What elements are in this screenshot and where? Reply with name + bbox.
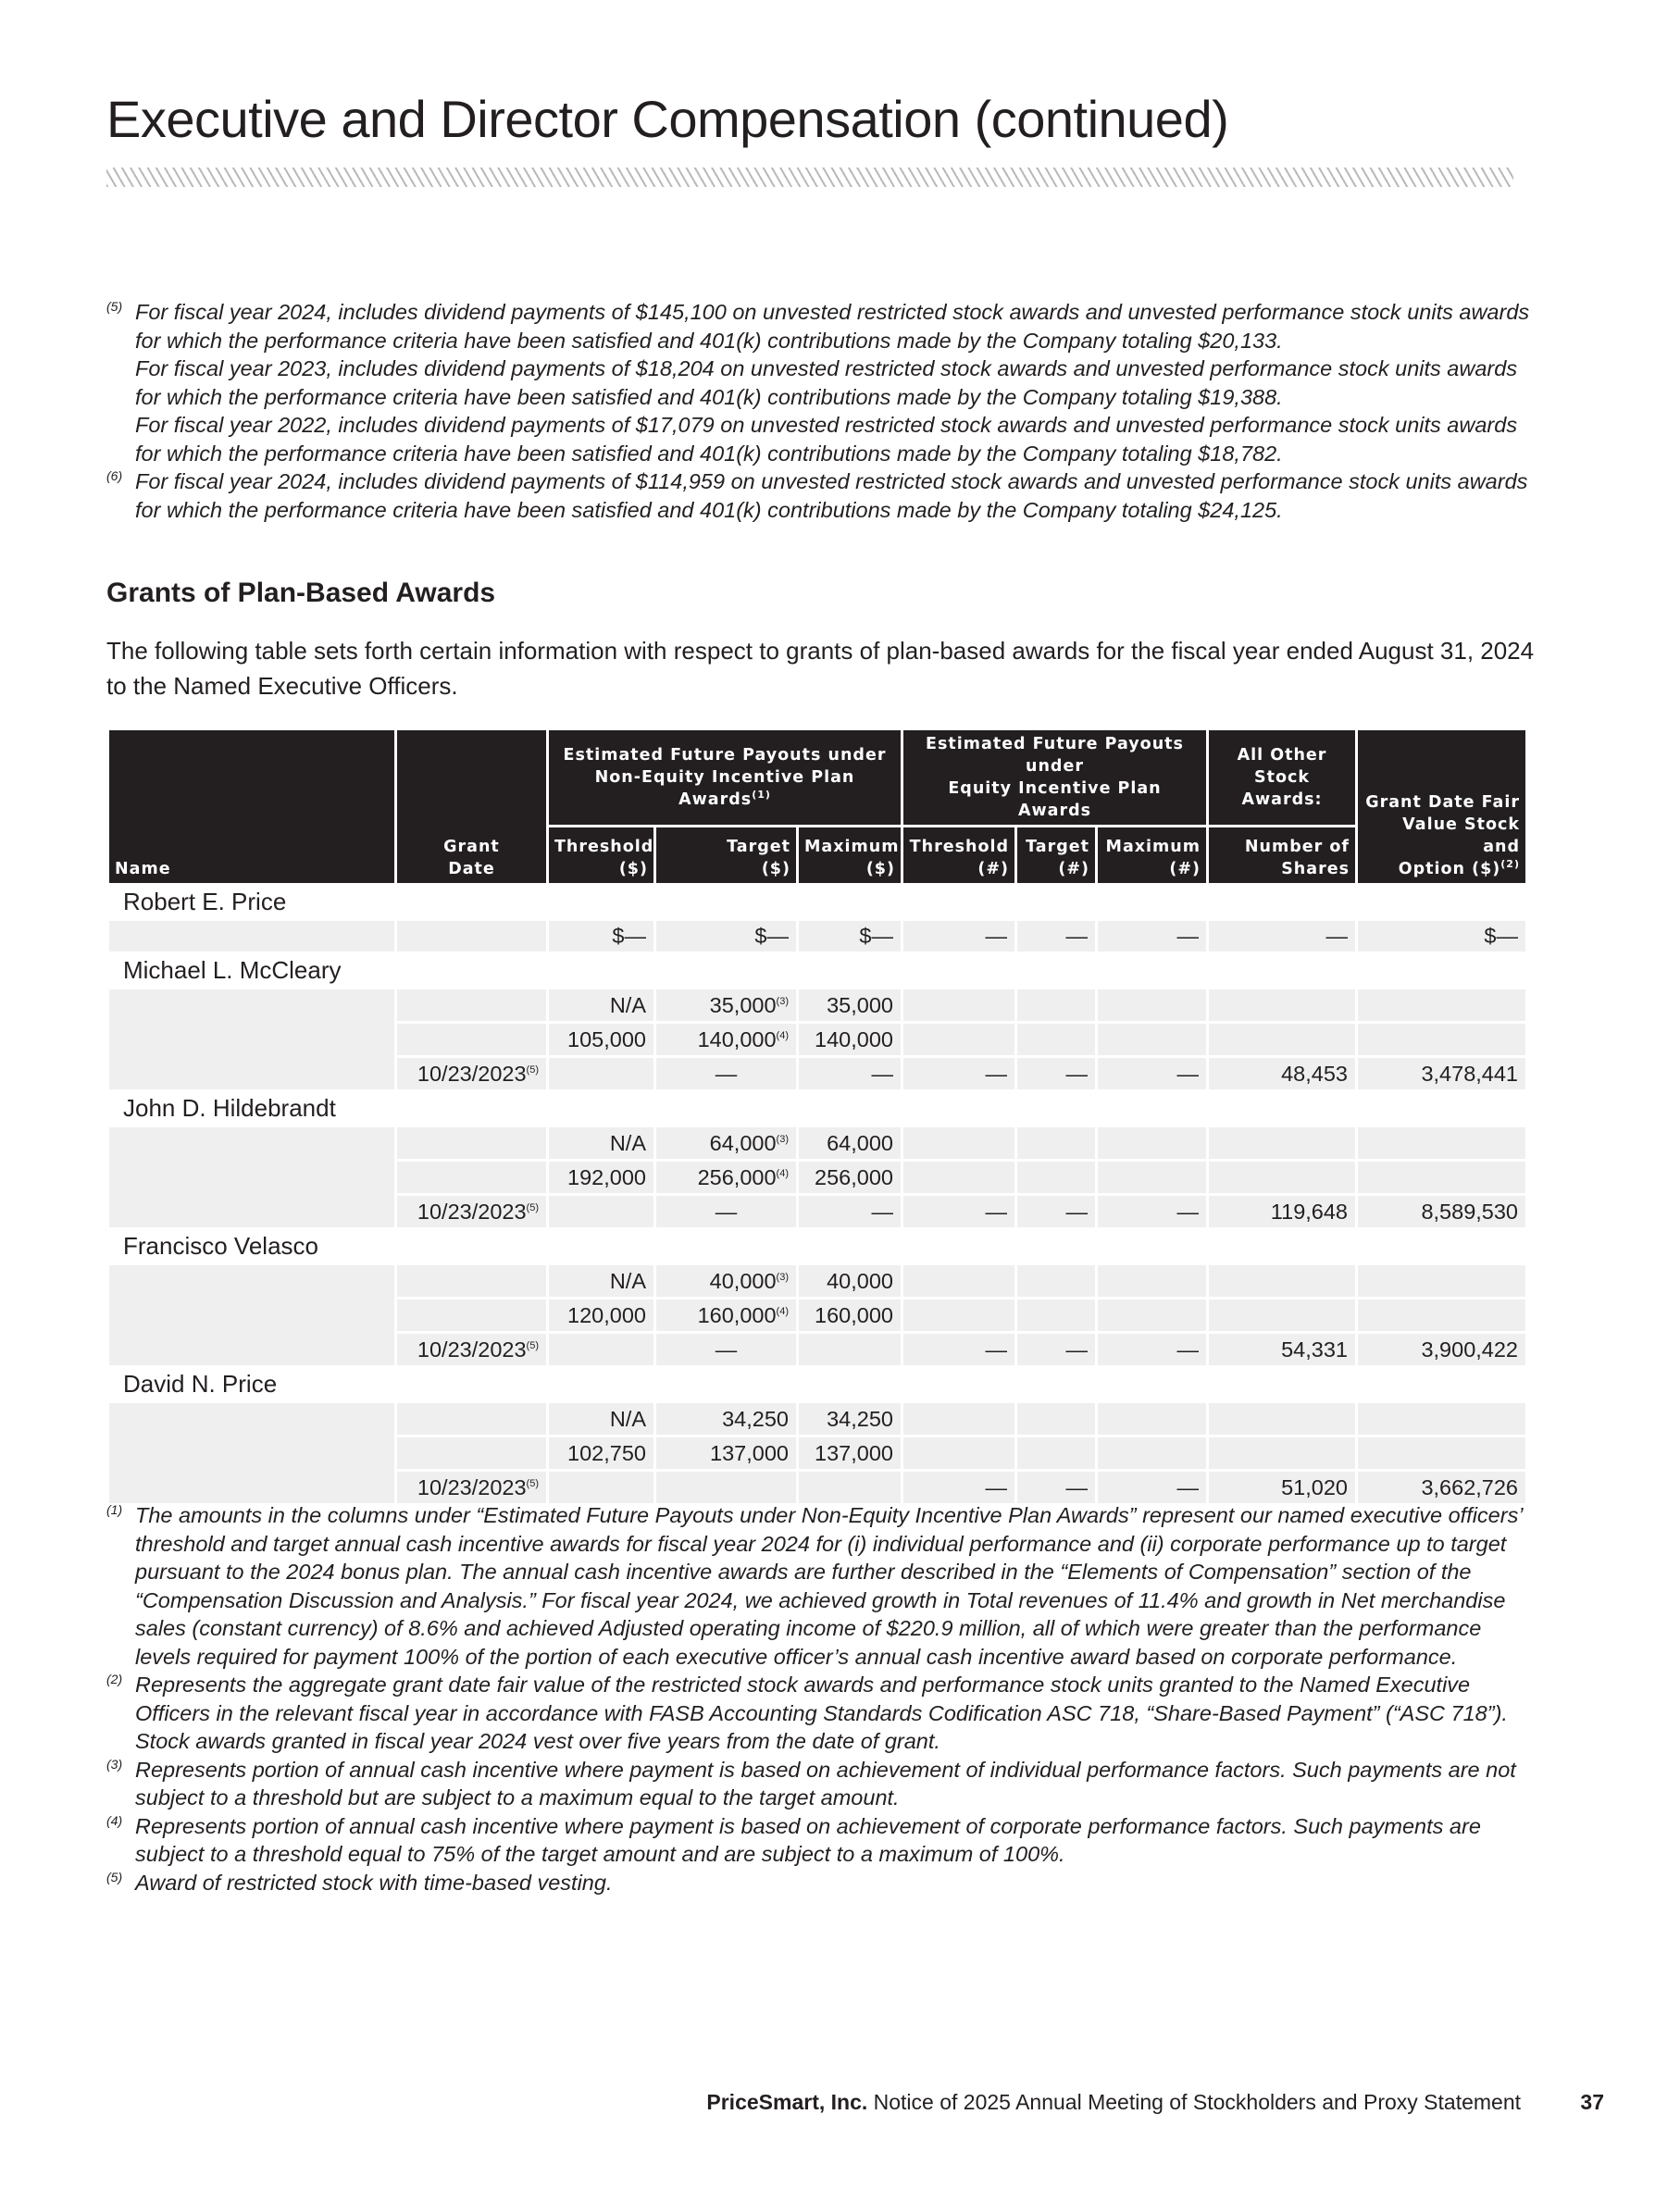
footnote-text: Represents portion of annual cash incentive where payment is based on achievement of corporate performance factors. Such payments are subject to a threshold equal to 75% of the target amount and are subject to a maximum of 100%. [135, 1813, 1481, 1866]
maximum-num-cell: — [1098, 1058, 1206, 1089]
threshold-usd-cell [549, 1058, 653, 1089]
target-usd-cell: 35,000$^{(3)}$ [656, 989, 796, 1021]
fair-value-cell [1358, 1127, 1525, 1159]
grant-date-cell: 10/23/2023$^{(5)}$ [397, 1472, 546, 1503]
grant-date-cell [397, 1300, 546, 1331]
fair-value-cell [1358, 1403, 1525, 1435]
footnote-text: Award of restricted stock with time-based vesting. [135, 1870, 613, 1895]
section-heading: Grants of Plan-Based Awards [106, 578, 496, 608]
maximum-num-cell [1098, 1127, 1206, 1159]
fair-value-cell [1358, 1300, 1525, 1331]
table-row [109, 1403, 1525, 1435]
grant-date-cell [397, 1024, 546, 1055]
target-usd-cell: $— [656, 921, 796, 951]
shares-cell [1209, 1437, 1355, 1469]
name-cell [109, 1265, 394, 1365]
maximum-usd-cell: 256,000 [799, 1162, 901, 1193]
grant-date-cell [397, 921, 546, 951]
footnote-1 [106, 1501, 1537, 1671]
target-num-cell [1017, 1437, 1095, 1469]
col-header-grant-fair-value: Grant Date Fair Value Stock and Option ($)$^{(2)}$ [1358, 730, 1525, 883]
footnote-marker: (1) [106, 1502, 123, 1517]
target-num-cell [1017, 1403, 1095, 1435]
threshold-num-cell: — [903, 1196, 1014, 1227]
hatched-divider [106, 168, 1513, 187]
threshold-num-cell: — [903, 1058, 1014, 1089]
target-usd-cell: — [656, 1058, 796, 1089]
maximum-usd-cell: 34,250 [799, 1403, 901, 1435]
footnote-text: For fiscal year 2024, includes dividend payments of $145,100 on unvested restricted stock awards and unvested performance stock units awards for which the performance criteria have been satisfied and 401(k) contributions made by the Company totaling $20,133. [135, 300, 1530, 353]
threshold-usd-cell: 102,750 [549, 1437, 653, 1469]
maximum-num-cell: — [1098, 1196, 1206, 1227]
shares-cell [1209, 1403, 1355, 1435]
maximum-num-cell: — [1098, 1334, 1206, 1365]
target-usd-cell: 40,000$^{(3)}$ [656, 1265, 796, 1297]
executive-name: Francisco Velasco [123, 1232, 318, 1260]
target-num-cell [1017, 1162, 1095, 1193]
target-usd-cell: 140,000$^{(4)}$ [656, 1024, 796, 1055]
grant-date-cell [397, 1437, 546, 1469]
target-num-cell [1017, 1127, 1095, 1159]
grant-date-cell [397, 1127, 546, 1159]
executive-name: David N. Price [123, 1370, 278, 1398]
table-row [109, 921, 1525, 951]
name-cell [109, 921, 394, 951]
fair-value-cell [1358, 1024, 1525, 1055]
target-usd-cell [656, 1472, 796, 1503]
target-usd-cell: 137,000 [656, 1437, 796, 1469]
target-usd-cell: 256,000$^{(4)}$ [656, 1162, 796, 1193]
threshold-num-cell [903, 1437, 1014, 1469]
page-title: Executive and Director Compensation (continued) [106, 90, 1229, 148]
page-footer [706, 2090, 1604, 2115]
threshold-num-cell [903, 1127, 1014, 1159]
shares-cell: 119,648 [1209, 1196, 1355, 1227]
target-usd-cell: 160,000$^{(4)}$ [656, 1300, 796, 1331]
threshold-usd-cell: 192,000 [549, 1162, 653, 1193]
maximum-num-cell [1098, 1403, 1206, 1435]
footnote-marker: (5) [106, 299, 123, 314]
grant-date-cell: 10/23/2023$^{(5)}$ [397, 1334, 546, 1365]
shares-cell: 48,453 [1209, 1058, 1355, 1089]
shares-cell: 54,331 [1209, 1334, 1355, 1365]
footnote-marker: (3) [106, 1756, 123, 1772]
footnote-text: For fiscal year 2023, includes dividend payments of $18,204 on unvested restricted stock awards and unvested performance stock units awards for which the performance criteria have been satisfied and 401(k) contributions made by the Company totaling $19,388. [135, 356, 1518, 409]
target-num-cell [1017, 1300, 1095, 1331]
table-row [109, 1265, 1525, 1297]
target-num-cell [1017, 989, 1095, 1021]
threshold-usd-cell: $— [549, 921, 653, 951]
shares-cell [1209, 1265, 1355, 1297]
maximum-usd-cell [799, 1334, 901, 1365]
col-header-threshold-num: Threshold (#) [903, 827, 1014, 883]
target-num-cell: — [1017, 921, 1095, 951]
maximum-usd-cell: 160,000 [799, 1300, 901, 1331]
footnote-marker: (2) [106, 1672, 123, 1686]
fair-value-cell: $— [1358, 921, 1525, 951]
footnote-text: For fiscal year 2022, includes dividend payments of $17,079 on unvested restricted stock awards and unvested performance stock units awards for which the performance criteria have been satisfied and 401(k) contributions made by the Company totaling $18,782. [135, 413, 1518, 466]
footnote-marker: (4) [106, 1812, 123, 1828]
threshold-num-cell [903, 1300, 1014, 1331]
footnote-text: Represents the aggregate grant date fair value of the restricted stock awards and performance stock units granted to the Named Executive Officers in the relevant fiscal year in accordance with FASB Accounting Standards Codification ASC 718, “Share-Based Payment” (“ASC 718”). Stock awards granted in fiscal year 2024 vest over five years from the date of grant. [135, 1673, 1508, 1753]
target-usd-cell: — [656, 1334, 796, 1365]
maximum-num-cell [1098, 1300, 1206, 1331]
maximum-usd-cell: — [799, 1196, 901, 1227]
threshold-num-cell [903, 1024, 1014, 1055]
grant-date-cell [397, 1265, 546, 1297]
executive-name: Robert E. Price [123, 888, 287, 915]
maximum-num-cell [1098, 1162, 1206, 1193]
footnote-text: For fiscal year 2024, includes dividend payments of $114,959 on unvested restricted stock awards and unvested performance stock units awards for which the performance criteria have been satisfied and 401(k) contributions made by the Company totaling $24,125. [135, 469, 1528, 522]
shares-cell [1209, 1162, 1355, 1193]
footnote-marker: (6) [106, 468, 123, 483]
footnote-text: Represents portion of annual cash incentive where payment is based on achievement of individual performance factors. Such payments are not subject to a threshold but are subject to a maximum equal to the target amount. [135, 1757, 1516, 1810]
table-row [109, 989, 1525, 1021]
target-num-cell: — [1017, 1334, 1095, 1365]
footnote-5 [106, 298, 1537, 467]
shares-cell [1209, 1024, 1355, 1055]
threshold-num-cell [903, 1265, 1014, 1297]
threshold-num-cell: — [903, 1472, 1014, 1503]
col-header-maximum-num: Maximum (#) [1098, 827, 1206, 883]
maximum-usd-cell [799, 1472, 901, 1503]
target-usd-cell: — [656, 1196, 796, 1227]
fair-value-cell: 3,662,726 [1358, 1472, 1525, 1503]
page-number: 37 [1580, 2090, 1604, 2114]
grant-date-cell [397, 1403, 546, 1435]
fair-value-cell: 3,900,422 [1358, 1334, 1525, 1365]
maximum-usd-cell: 140,000 [799, 1024, 901, 1055]
threshold-usd-cell [549, 1334, 653, 1365]
grant-date-cell: 10/23/2023$^{(5)}$ [397, 1196, 546, 1227]
maximum-num-cell: — [1098, 921, 1206, 951]
name-cell [109, 989, 394, 1089]
maximum-usd-cell: $— [799, 921, 901, 951]
col-header-number-of-shares: Number of Shares [1209, 827, 1355, 883]
maximum-num-cell [1098, 1265, 1206, 1297]
fair-value-cell [1358, 989, 1525, 1021]
shares-cell: 51,020 [1209, 1472, 1355, 1503]
executive-name: John D. Hildebrandt [123, 1094, 336, 1122]
target-num-cell: — [1017, 1472, 1095, 1503]
group-header-non-equity: Estimated Future Payouts under Non-Equity Incentive Plan Awards$^{(1)}$ [549, 730, 901, 825]
shares-cell [1209, 989, 1355, 1021]
maximum-num-cell: — [1098, 1472, 1206, 1503]
target-num-cell: — [1017, 1058, 1095, 1089]
threshold-usd-cell [549, 1472, 653, 1503]
fair-value-cell [1358, 1437, 1525, 1469]
maximum-num-cell [1098, 989, 1206, 1021]
threshold-num-cell: — [903, 1334, 1014, 1365]
maximum-num-cell [1098, 1437, 1206, 1469]
threshold-usd-cell: N/A [549, 1127, 653, 1159]
name-cell [109, 1403, 394, 1503]
threshold-usd-cell: N/A [549, 1265, 653, 1297]
target-num-cell [1017, 1024, 1095, 1055]
footer-document: Notice of 2025 Annual Meeting of Stockholders and Proxy Statement [873, 2090, 1522, 2114]
maximum-usd-cell: 35,000 [799, 989, 901, 1021]
footnote-2 [106, 1671, 1537, 1756]
target-num-cell: — [1017, 1196, 1095, 1227]
maximum-num-cell [1098, 1024, 1206, 1055]
col-header-target-num: Target (#) [1017, 827, 1095, 883]
threshold-usd-cell: N/A [549, 989, 653, 1021]
fair-value-cell [1358, 1265, 1525, 1297]
col-header-grant-date: Grant Date [397, 730, 546, 883]
maximum-usd-cell: 64,000 [799, 1127, 901, 1159]
footnote-5b [106, 1869, 1537, 1897]
threshold-usd-cell [549, 1196, 653, 1227]
executive-name: Michael L. McCleary [123, 956, 342, 984]
col-header-target-usd: Target ($) [656, 827, 796, 883]
threshold-usd-cell: 120,000 [549, 1300, 653, 1331]
footnote-6 [106, 467, 1537, 524]
grant-date-cell [397, 989, 546, 1021]
threshold-usd-cell: 105,000 [549, 1024, 653, 1055]
maximum-usd-cell: 40,000 [799, 1265, 901, 1297]
threshold-num-cell [903, 989, 1014, 1021]
group-header-all-other: All Other Stock Awards: [1209, 730, 1355, 825]
target-usd-cell: 64,000$^{(3)}$ [656, 1127, 796, 1159]
target-num-cell [1017, 1265, 1095, 1297]
fair-value-cell [1358, 1162, 1525, 1193]
maximum-usd-cell: 137,000 [799, 1437, 901, 1469]
footnote-marker: (5) [106, 1869, 123, 1884]
grant-date-cell [397, 1162, 546, 1193]
maximum-usd-cell: — [799, 1058, 901, 1089]
target-usd-cell: 34,250 [656, 1403, 796, 1435]
threshold-num-cell [903, 1162, 1014, 1193]
fair-value-cell: 3,478,441 [1358, 1058, 1525, 1089]
footnote-4 [106, 1812, 1537, 1869]
shares-cell: — [1209, 921, 1355, 951]
threshold-num-cell: — [903, 921, 1014, 951]
fair-value-cell: 8,589,530 [1358, 1196, 1525, 1227]
shares-cell [1209, 1300, 1355, 1331]
grants-table [106, 728, 1528, 1506]
col-header-threshold-usd: Threshold ($) [549, 827, 653, 883]
group-header-equity: Estimated Future Payouts under Equity Incentive Plan Awards [903, 730, 1206, 825]
footer-company: PriceSmart, Inc. [706, 2090, 868, 2114]
grant-date-cell: 10/23/2023$^{(5)}$ [397, 1058, 546, 1089]
threshold-usd-cell: N/A [549, 1403, 653, 1435]
top-footnotes [106, 298, 1537, 524]
threshold-num-cell [903, 1403, 1014, 1435]
table-footnotes [106, 1501, 1537, 1897]
footnote-3 [106, 1756, 1537, 1812]
col-header-maximum-usd: Maximum ($) [799, 827, 901, 883]
footnote-text: The amounts in the columns under “Estimated Future Payouts under Non-Equity Incentive Plan Awards” represent our named executive officers’ threshold and target annual cash incentive awards for fiscal year 2024 for (i) individual performance and (ii) corporate performance up to target pursuant to the 2024 bonus plan. The annual cash incentive awards are further described in the “Elements of Compensation” section of the “Compensation Discussion and Analysis.” For fiscal year 2024, we achieved growth in Total revenues of 11.4% and growth in Net merchandise sales (constant currency) of 8.6% and achieved Adjusted operating income of $220.9 million, all of which were greater than the performance levels required for payment 100% of the portion of each executive officer’s annual cash incentive award based on corporate performance. [135, 1503, 1523, 1669]
table-row [109, 1127, 1525, 1159]
shares-cell [1209, 1127, 1355, 1159]
intro-paragraph: The following table sets forth certain information with respect to grants of plan-based awards for the fiscal year ended August 31, 2024 to the Named Executive Officers. [106, 637, 1535, 700]
name-cell [109, 1127, 394, 1227]
col-header-name: Name [109, 730, 394, 883]
